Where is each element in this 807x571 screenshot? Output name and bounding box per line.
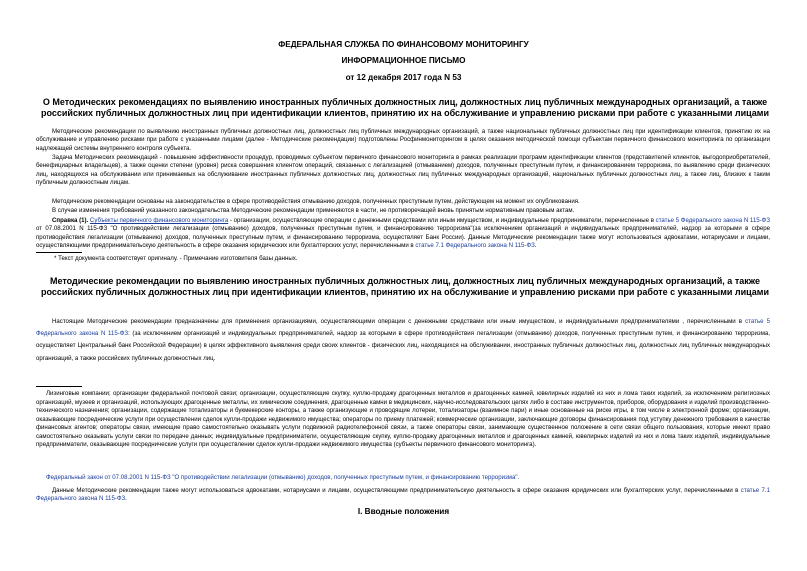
body-link-article-5[interactable]: статье 5 Федерального закона N 115-ФЗ (36, 318, 770, 338)
body-text-1a: Настоящие Методические рекомендации предназначены для применения организациями, осуществляющими операции с денежными средствами или иным имуществом, и индивидуальными предпринимателями , перечисленными в (52, 318, 746, 325)
footnote-2 (36, 474, 770, 482)
reference-text-1: - организации, осуществляющие операции с денежными средствами или иным имуществом, и индивидуальные предприниматели, перечисленные в (228, 217, 656, 224)
intro-paragraph-3: Методические рекомендации основаны на законодательстве в сфере противодействия отмыванию доходов, полученных преступным путем, действующем на момент их опубликования. (52, 198, 580, 205)
body2-text-b: . (125, 495, 127, 503)
footnote-divider (36, 252, 82, 253)
body-paragraph-2 (36, 487, 770, 504)
body-paragraph-1 (36, 316, 770, 365)
body-text-1b: : (за исключением организаций и индивидуальных предпринимателей, надзор за которыми в сфере противодействия легализации (отмыванию) доходов, полученных преступным путем, и финансированию терроризма, осуществляет Центральный банк Российской Федерации) в целях эффективного выявления среди своих клиентов - физических лиц, находящихся на обслуживании, иностранных публичных должностных лиц, должностных лиц публичных международных организаций, а также российских публичных должностных лиц. (36, 330, 770, 362)
reference-text-3: . (534, 242, 537, 250)
body2-link-article-7-1[interactable]: статье 7.1 Федерального закона N 115-ФЗ (36, 487, 770, 503)
document-title: О Методических рекомендациях по выявлению иностранных публичных должностных лиц, должностных лиц публичных международных организаций, а также российских публичных должностных лиц при идентификации клиентов, принятию их на обслуживание и управлению рисками при работе с указанными лицами (41, 97, 769, 118)
section-title: Методические рекомендации по выявлению иностранных публичных должностных лиц, должностных лиц публичных международных организаций, а также российских публичных должностных лиц при идентификации клиентов, принятию их на обслуживание и управлению рисками при работе с указанными лицами (41, 276, 769, 297)
agency-heading: ФЕДЕРАЛЬНАЯ СЛУЖБА ПО ФИНАНСОВОМУ МОНИТОРИНГУ (278, 40, 529, 49)
intro-paragraph-2: Задача Методических рекомендаций - повышение эффективности процедур, проводимых субъектом первичного финансового мониторинга в рамках реализации программ идентификации клиентов (представителей клиентов, выгодоприобретателей, бенефициарных владельцев), а также оценки степени (уровня) риска совершения клиентом операций, связанных с легализацией (отмыванием) доходов, полученных преступным путем, и финансированием терроризма, по выявлению среди физических лиц, находящихся на обслуживании или принимаемых на обслуживание иностранных публичных должностных лиц, должностных лиц публичных международных организаций, национальных публичных должностных лиц, а также лиц, близких к таким публичным должностным лицам. (36, 154, 770, 187)
footnote-1: Лизинговые компании; организации федеральной почтовой связи; организации, осуществляющие скупку, куплю-продажу драгоценных металлов и драгоценных камней, ювелирных изделий из них и лома таких изделий, за исключением религиозных организаций, музеев и организаций, использующих драгоценные металлы, их химические соединения, драгоценные камни в медицинских, научно-исследовательских целях либо в составе инструментов, приборов, оборудования и изделий производственно-технического назначения; организации, содержащие тотализаторы и букмекерские конторы, а также организующие и проводящие лотереи, тотализаторы (взаимное пари) и иные основанные на риске игры, в том числе в электронной форме; организации, оказывающие посреднические услуги при осуществлении сделок купли-продажи недвижимого имущества; операторы по приему платежей; коммерческие организации, заключающие договоры финансирования под уступку денежного требования в качестве финансовых агентов; операторы связи, имеющие право самостоятельно оказывать услуги подвижной радиотелефонной связи, а также операторы связи, занимающие существенное положение в сети связи общего пользования, которые имеют право самостоятельно оказывать услуги связи по передаче данных; индивидуальные предприниматели, осуществляющие скупку, куплю-продажу драгоценных металлов и драгоценных камней, ювелирных изделий из них и лома таких изделий, индивидуальные предприниматели, оказывающие посреднические услуги при осуществлении сделок купли-продажи недвижимого имущества (субъекты первичного финансового мониторинга). (36, 390, 770, 448)
date-number-heading: от 12 декабря 2017 года N 53 (345, 73, 462, 82)
intro-paragraph-4: В случае изменения требований указанного законодательства Методические рекомендации применяются в части, не противоречащей вновь принятым нормативным правовым актам. (52, 207, 575, 214)
reference-text-2: от 07.08.2001 N 115-ФЗ "О противодействии легализации (отмыванию) доходов, полученных преступным путем, и финансированию терроризма"(за исключением организаций и индивидуальных предпринимателей, надзор за которыми в сфере противодействия легализации (отмыванию) доходов, полученных преступным путем, и финансированию терроризма, осуществляет Банк России). Данные Методические рекомендации также могут использоваться адвокатами, нотариусами и лицами, осуществляющими предпринимательскую деятельность в сфере оказания юридических или бухгалтерских услуг, перечисленными в (36, 225, 770, 250)
intro-paragraph-1: Методические рекомендации по выявлению иностранных публичных должностных лиц, должностных лиц публичных международных организаций, а также национальных публичных должностных лиц при идентификации клиентов, принятию их на обслуживание и управлению рисками при работе с указанными лицами (далее - Методические рекомендации) подготовлены Росфинмониторингом в целях оказания методической помощи субъектам первичного финансового мониторинга по организации надлежащей системы внутреннего контроля субъекта. (36, 128, 770, 152)
footnote-editor-note: * Текст документа соответствует оригиналу. - Примечание изготовителя базы данных. (54, 255, 298, 262)
reference-link-subjects[interactable]: Субъекты первичного финансового мониторинга (89, 217, 229, 224)
footnote-divider-2 (36, 386, 82, 387)
reference-link-article-5[interactable]: статье 5 Федерального закона N 115-ФЗ (655, 217, 770, 224)
body2-text-a: Данные Методические рекомендации также могут использоваться адвокатами, нотариусами и лицами, осуществляющими предпринимательскую деятельность в сфере оказания юридических или бухгалтерских услуг, перечисленными в (52, 487, 741, 494)
footnote-2-link[interactable]: Федеральный закон от 07.08.2001 N 115-ФЗ "О противодействии легализации (отмыванию) доходов, полученных преступным путем, и финансированию терроризма". (46, 474, 520, 481)
reference-link-article-7-1[interactable]: статье 7.1 Федерального закона N 115-ФЗ (415, 242, 535, 250)
section-1-heading: I. Вводные положения (357, 507, 450, 516)
reference-paragraph (36, 217, 770, 251)
doc-type-heading: ИНФОРМАЦИОННОЕ ПИСЬМО (341, 56, 466, 65)
reference-label: Справка (1). (52, 217, 89, 224)
